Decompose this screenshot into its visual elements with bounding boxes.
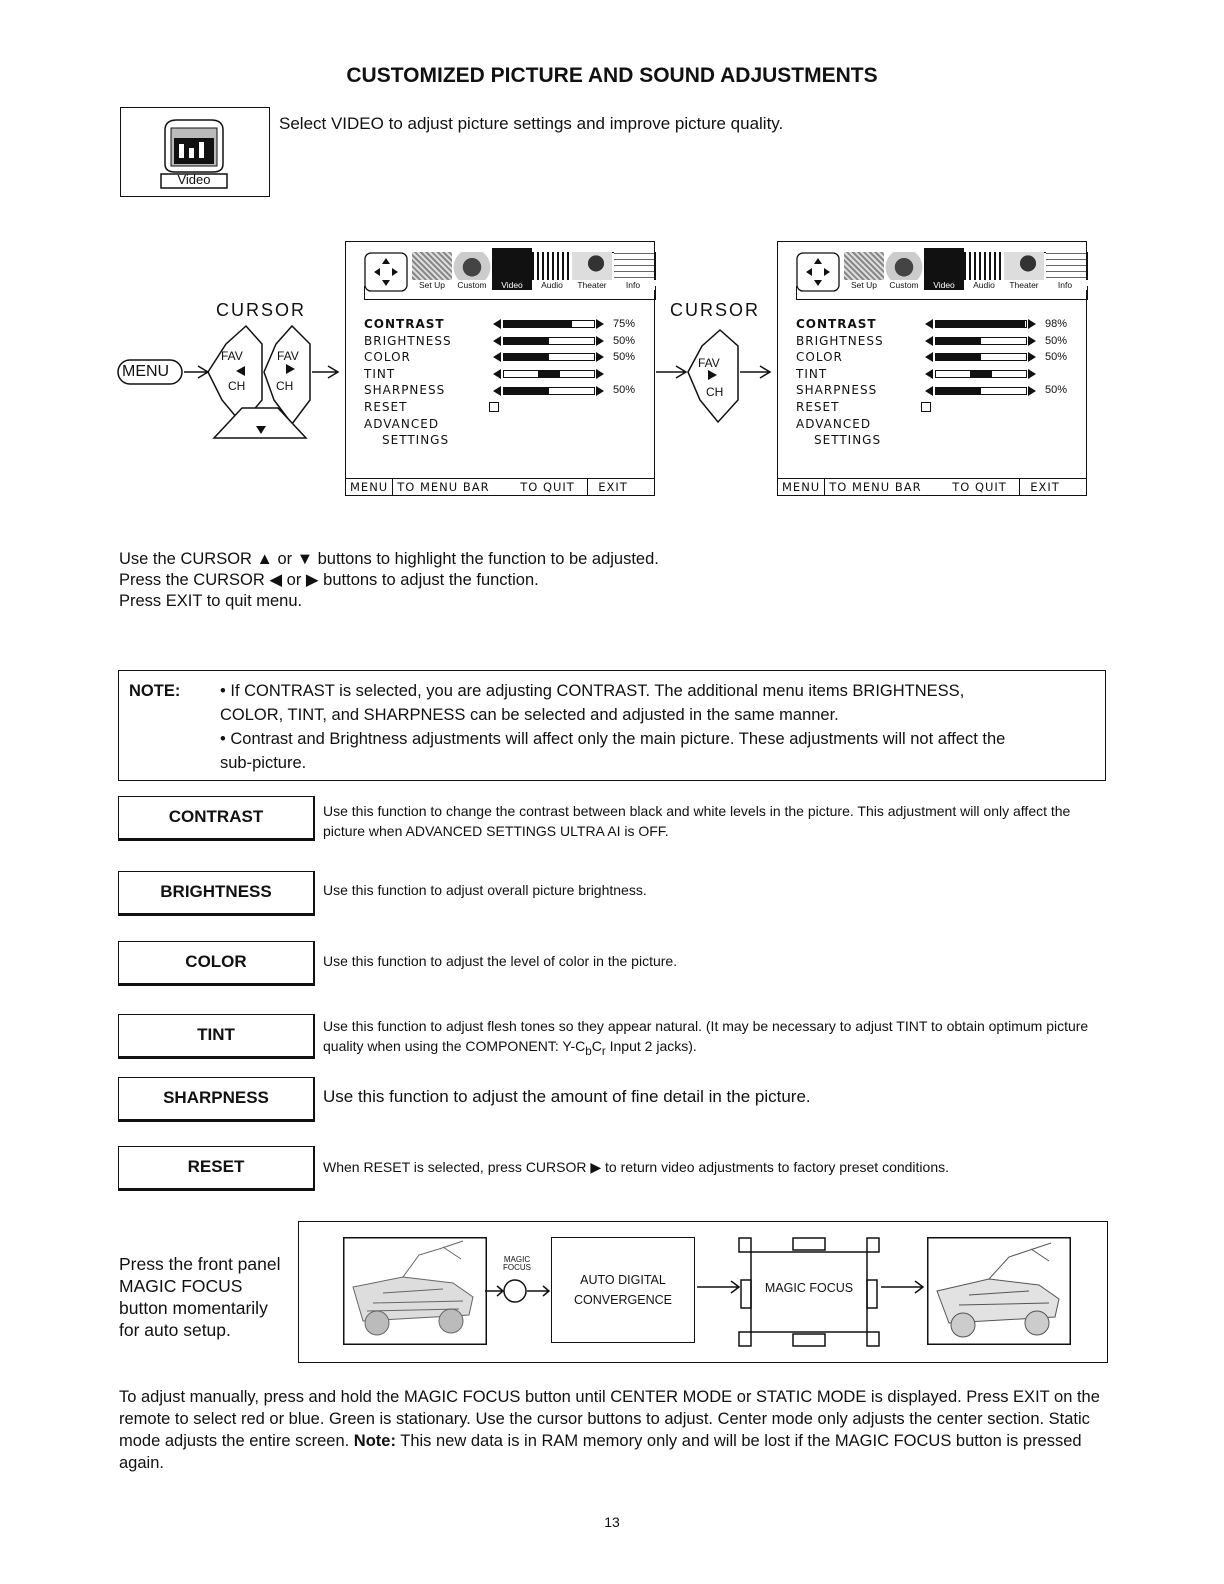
magic-focus-button-label: MAGIC FOCUS [503, 1255, 531, 1272]
instruction-line: Press the CURSOR ◀ or ▶ buttons to adjust the function. [119, 571, 539, 589]
contrast-label-box: CONTRAST [118, 796, 315, 841]
osd-row-label: TINT [796, 366, 828, 381]
mf-text-line: for auto setup. [119, 1320, 231, 1340]
mf-text-line: Press the front panel [119, 1254, 281, 1274]
osd-icon-label: Video [924, 280, 964, 290]
brightness-label-box: BRIGHTNESS [118, 871, 315, 916]
reset-label-box: RESET [118, 1146, 315, 1191]
instructions [119, 549, 659, 612]
osd-footer-to-menu-bar: TO MENU BAR [397, 480, 490, 494]
intro-text: Select VIDEO to adjust picture settings and improve picture quality. [279, 114, 784, 133]
fav-label-1b: FAV [277, 349, 299, 363]
osd-slider[interactable]: 50% [927, 336, 1017, 346]
video-icon-label: Video [177, 172, 211, 187]
osd-row[interactable] [364, 349, 636, 366]
osd-advanced-label-2: SETTINGS [814, 433, 882, 448]
osd-icon-label: Info [625, 280, 641, 290]
osd-reset-label: RESET [364, 399, 408, 414]
ch-label-1b: CH [276, 379, 294, 393]
osd-footer-1 [346, 478, 654, 495]
osd-slider[interactable]: 50% [927, 352, 1017, 362]
osd-footer-exit: EXIT [1030, 480, 1060, 494]
osd-footer-menu: MENU [346, 479, 393, 495]
osd-row[interactable] [364, 333, 636, 350]
note-head: NOTE: [129, 682, 181, 700]
osd-icon-label: Info [1057, 280, 1073, 290]
osd-tint-slider[interactable] [495, 369, 585, 379]
osd-row[interactable] [796, 416, 1017, 433]
osd-row-label: BRIGHTNESS [796, 333, 884, 348]
osd-icon-label: Video [492, 280, 532, 290]
note-line: • If CONTRAST is selected, you are adjusting CONTRAST. The additional menu items BRIGHTNESS, [220, 682, 965, 700]
osd-icon-label: Custom [457, 280, 487, 290]
auto-digital-convergence-box: AUTO DIGITAL CONVERGENCE [551, 1237, 695, 1343]
osd-footer-to-quit: TO QUIT [948, 479, 1020, 495]
osd-row[interactable] [796, 316, 1068, 333]
osd-icon-label: Theater [1009, 280, 1039, 290]
osd-row[interactable] [796, 399, 1017, 416]
note-line: sub-picture. [220, 754, 307, 772]
tint-label-box: TINT [118, 1014, 315, 1059]
osd-slider[interactable]: 75% [495, 319, 585, 329]
page-title: CUSTOMIZED PICTURE AND SOUND ADJUSTMENTS [346, 64, 878, 87]
contrast-desc: Use this function to change the contrast between black and white levels in the picture. This adjustment will only affect the picture when ADVANCED SETTINGS ULTRA AI is OFF. [323, 803, 1071, 839]
note-box [118, 670, 1106, 781]
mf-text-line: MAGIC FOCUS [119, 1276, 243, 1296]
remote-diagram-2 [652, 326, 776, 426]
osd-row-label: CONTRAST [796, 317, 877, 331]
sharpness-label-box: SHARPNESS [118, 1077, 315, 1122]
osd-row[interactable] [364, 366, 585, 383]
osd-icon-bar-1 [364, 248, 658, 288]
osd-advanced-label-2: SETTINGS [382, 433, 450, 448]
osd-footer-to-menu-bar: TO MENU BAR [829, 480, 922, 494]
osd-rows-1 [364, 316, 636, 449]
vehicle-picture-before [343, 1237, 487, 1345]
cursor-label-1: CURSOR [216, 300, 307, 320]
osd-row[interactable] [796, 366, 1017, 383]
tint-desc: Use this function to adjust flesh tones so they appear natural. (It may be necessary to adjust TINT to obtain optimum picture quality when using the COMPONENT: $Y-C_bC_r$ Input 2 jacks). [323, 1018, 1089, 1058]
osd-advanced-label: ADVANCED [796, 416, 872, 431]
cursor-label-2: CURSOR [670, 300, 761, 320]
instruction-line: Press EXIT to quit menu. [119, 592, 303, 610]
osd-footer-exit: EXIT [598, 480, 628, 494]
osd-row-label: SHARPNESS [364, 383, 446, 398]
osd-footer-2 [778, 478, 1086, 495]
sharpness-desc: Use this function to adjust the amount of fine detail in the picture. [323, 1087, 811, 1106]
manual-adjust-paragraph: To adjust manually, press and hold the MAGIC FOCUS button until CENTER MODE or STATIC MODE is displayed. Press EXIT on the remote to select red or blue. Green is stationary. Use the cursor buttons to adjust. Center mode only adjusts the center section. Static mode adjusts the entire screen. Note: This new data is in RAM memory only and will be lost if the MAGIC FOCUS button is pressed again. [119, 1388, 1100, 1472]
osd-icon-label: Custom [889, 280, 919, 290]
page-number: 13 [604, 1514, 620, 1530]
magic-focus-diagram [298, 1221, 1108, 1363]
brightness-desc: Use this function to adjust overall picture brightness. [323, 882, 647, 898]
note-line: COLOR, TINT, and SHARPNESS can be selected and adjusted in the same manner. [220, 706, 839, 724]
magic-focus-button-icon [485, 1274, 551, 1308]
osd-row[interactable] [364, 382, 636, 399]
osd-slider[interactable]: 50% [927, 386, 1017, 396]
osd-icon-label: Set Up [419, 280, 445, 290]
ch-label-1a: CH [228, 379, 246, 393]
osd-slider[interactable]: 50% [495, 336, 585, 346]
osd-row[interactable] [796, 382, 1068, 399]
fav-label-1a: FAV [221, 349, 243, 363]
color-label-box: COLOR [118, 941, 315, 986]
magic-focus-label: MAGIC FOCUS [764, 1281, 854, 1295]
osd-tint-slider[interactable] [927, 369, 1017, 379]
osd-screen-2 [777, 241, 1087, 496]
osd-row[interactable] [796, 349, 1068, 366]
osd-row-label: BRIGHTNESS [364, 333, 452, 348]
mf-text-line: button momentarily [119, 1298, 268, 1318]
osd-row-label: COLOR [364, 350, 411, 365]
fav-label-2: FAV [698, 356, 720, 370]
arrow-to-result [881, 1272, 927, 1302]
osd-rows-2 [796, 316, 1068, 449]
osd-slider[interactable]: 50% [495, 352, 585, 362]
reset-checkbox[interactable] [489, 402, 499, 412]
osd-slider[interactable]: 98% [927, 319, 1017, 329]
osd-footer-to-quit: TO QUIT [516, 479, 588, 495]
ch-label-2: CH [706, 385, 724, 399]
osd-screen-1 [345, 241, 655, 496]
osd-row-label: CONTRAST [364, 317, 445, 331]
video-icon-box [120, 107, 270, 197]
osd-advanced-label: ADVANCED [364, 416, 440, 431]
osd-row[interactable] [796, 333, 1068, 350]
note-body [220, 679, 1100, 775]
magic-focus-instructions [119, 1253, 280, 1341]
reset-desc: When RESET is selected, press CURSOR ▶ to return video adjustments to factory preset conditions. [323, 1159, 949, 1175]
osd-footer-menu: MENU [778, 479, 825, 495]
osd-row-label: TINT [364, 366, 396, 381]
reset-checkbox[interactable] [921, 402, 931, 412]
instruction-line: Use the CURSOR ▲ or ▼ buttons to highlight the function to be adjusted. [119, 550, 659, 568]
osd-icon-label: Audio [541, 280, 563, 290]
osd-slider[interactable]: 50% [495, 386, 585, 396]
osd-row-label: COLOR [796, 350, 843, 365]
osd-row-label: SHARPNESS [796, 383, 878, 398]
osd-icon-label: Audio [973, 280, 995, 290]
menu-button-1: MENU [122, 363, 170, 380]
color-desc: Use this function to adjust the level of color in the picture. [323, 953, 678, 969]
osd-row[interactable] [364, 399, 585, 416]
vehicle-picture-after [927, 1237, 1071, 1345]
osd-icon-label: Theater [577, 280, 607, 290]
osd-row[interactable] [364, 316, 636, 333]
osd-row[interactable] [364, 416, 585, 433]
note-line: • Contrast and Brightness adjustments will affect only the main picture. These adjustments will not affect the [220, 730, 1006, 748]
osd-icon-bar-2 [796, 248, 1090, 288]
osd-reset-label: RESET [796, 399, 840, 414]
osd-icon-label: Set Up [851, 280, 877, 290]
